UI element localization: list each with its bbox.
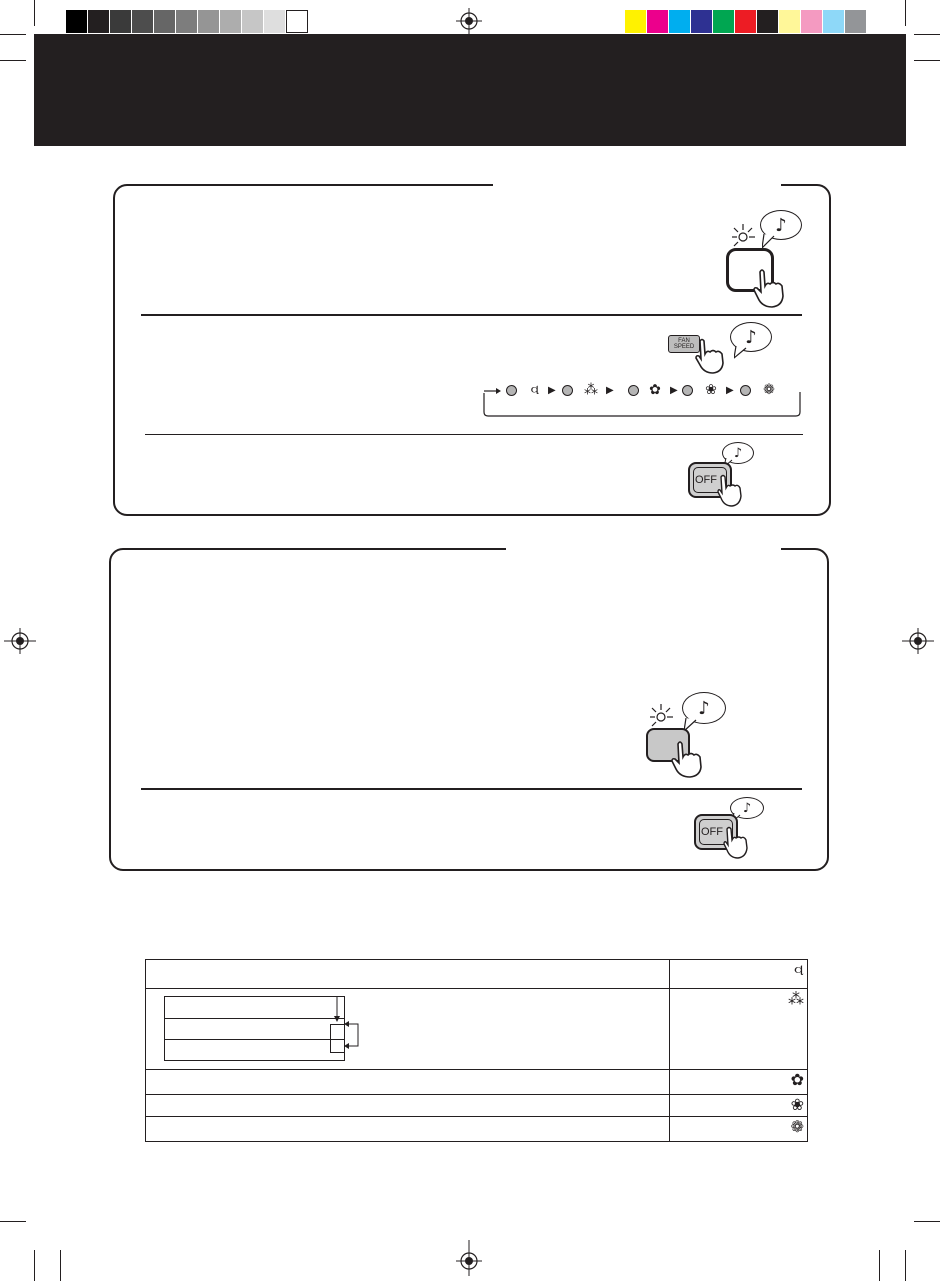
sparkle-mode-icon: ⁂ bbox=[670, 989, 808, 1070]
color-swatch bbox=[801, 10, 823, 33]
music-note-icon: ♪ bbox=[698, 697, 710, 719]
table-row bbox=[146, 960, 808, 989]
music-note-icon: ♪ bbox=[745, 326, 757, 348]
color-swatch bbox=[132, 10, 154, 33]
medium-fan-icon: ❀ bbox=[670, 1095, 808, 1117]
color-swatch bbox=[669, 10, 691, 33]
medium-fan-icon: ❀ bbox=[705, 382, 717, 398]
pressing-hand-icon bbox=[694, 338, 730, 374]
color-swatch bbox=[779, 10, 801, 33]
color-swatch bbox=[88, 10, 110, 33]
color-swatch bbox=[176, 10, 198, 33]
crop-mark bbox=[0, 1221, 26, 1222]
blink-rays-icon bbox=[646, 702, 676, 730]
sparkle-mode-icon: ⁂ bbox=[584, 382, 598, 398]
low-fan-icon: ❁ bbox=[763, 382, 775, 398]
pressing-hand-icon bbox=[722, 826, 752, 860]
off-button-label: OFF bbox=[701, 826, 723, 838]
grayscale-calibration-bar bbox=[66, 10, 308, 33]
panel-2-title-gap bbox=[506, 547, 781, 553]
color-swatch bbox=[154, 10, 176, 33]
crop-mark bbox=[34, 1250, 35, 1281]
table-cell bbox=[146, 1117, 670, 1142]
color-swatch bbox=[242, 10, 264, 33]
bubble-tail bbox=[762, 234, 776, 248]
led-indicator bbox=[740, 385, 751, 396]
fan-speed-cycle bbox=[482, 380, 802, 418]
blink-rays-icon bbox=[728, 222, 758, 250]
color-swatch bbox=[66, 10, 88, 33]
color-swatch bbox=[220, 10, 242, 33]
panel-1-divider-2 bbox=[145, 434, 803, 435]
fan-speed-label-line2: SPEED bbox=[673, 344, 695, 350]
table-cell bbox=[146, 1095, 670, 1117]
led-indicator bbox=[628, 385, 639, 396]
crop-mark bbox=[914, 1221, 940, 1222]
auto-mode-icon: વ bbox=[530, 382, 540, 398]
color-swatch bbox=[735, 10, 757, 33]
color-calibration-bar bbox=[625, 10, 867, 33]
panel-1-divider-1 bbox=[141, 314, 802, 316]
crop-mark bbox=[914, 34, 940, 35]
sub-table-line bbox=[164, 1018, 345, 1019]
registration-mark-bottom bbox=[456, 1240, 482, 1276]
table-cell bbox=[146, 1070, 670, 1095]
pressing-hand-icon bbox=[752, 268, 790, 308]
arrow-right-icon: ▶ bbox=[726, 385, 734, 396]
crop-mark bbox=[905, 0, 906, 26]
table-row bbox=[146, 1070, 808, 1095]
table-row bbox=[146, 1117, 808, 1142]
led-indicator bbox=[562, 385, 573, 396]
table-cell bbox=[146, 960, 670, 989]
low-fan-icon: ❁ bbox=[670, 1117, 808, 1142]
off-button-label: OFF bbox=[695, 474, 717, 486]
high-fan-icon: ✿ bbox=[649, 382, 661, 398]
header-band bbox=[34, 34, 906, 146]
arrow-right-icon: ▶ bbox=[670, 385, 678, 396]
bubble-tail bbox=[734, 346, 748, 360]
panel-1-title-gap bbox=[493, 183, 781, 189]
color-swatch bbox=[647, 10, 669, 33]
crop-mark bbox=[879, 1250, 880, 1281]
music-note-icon: ♪ bbox=[742, 800, 752, 816]
crop-mark bbox=[34, 0, 35, 26]
color-swatch bbox=[286, 10, 308, 33]
color-swatch bbox=[625, 10, 647, 33]
high-fan-icon: ✿ bbox=[670, 1070, 808, 1095]
registration-mark-right bbox=[902, 628, 934, 654]
registration-mark-left bbox=[4, 628, 36, 654]
fan-speed-label-line1: FAN bbox=[678, 338, 690, 344]
color-swatch bbox=[110, 10, 132, 33]
loop-arrows bbox=[330, 996, 362, 1056]
music-note-icon: ♪ bbox=[775, 214, 787, 236]
crop-mark bbox=[914, 60, 940, 61]
crop-mark bbox=[60, 1250, 61, 1281]
color-swatch bbox=[713, 10, 735, 33]
crop-mark bbox=[905, 1250, 906, 1281]
color-swatch bbox=[757, 10, 779, 33]
auto-mode-icon: વ bbox=[670, 960, 808, 989]
panel-2-divider bbox=[141, 788, 802, 790]
sub-table-line bbox=[164, 1039, 345, 1040]
arrow-right-icon: ▶ bbox=[548, 385, 556, 396]
color-swatch bbox=[823, 10, 845, 33]
color-swatch bbox=[264, 10, 286, 33]
arrow-right-icon: ▶ bbox=[606, 385, 614, 396]
crop-mark bbox=[0, 34, 26, 35]
color-swatch bbox=[845, 10, 867, 33]
music-note-icon: ♪ bbox=[733, 445, 743, 461]
pressing-hand-icon bbox=[670, 740, 708, 778]
led-indicator bbox=[506, 385, 517, 396]
crop-mark bbox=[0, 60, 26, 61]
color-swatch bbox=[198, 10, 220, 33]
table-row bbox=[146, 1095, 808, 1117]
led-indicator bbox=[682, 385, 693, 396]
sub-table bbox=[164, 996, 345, 1061]
color-swatch bbox=[691, 10, 713, 33]
pressing-hand-icon bbox=[716, 474, 746, 508]
